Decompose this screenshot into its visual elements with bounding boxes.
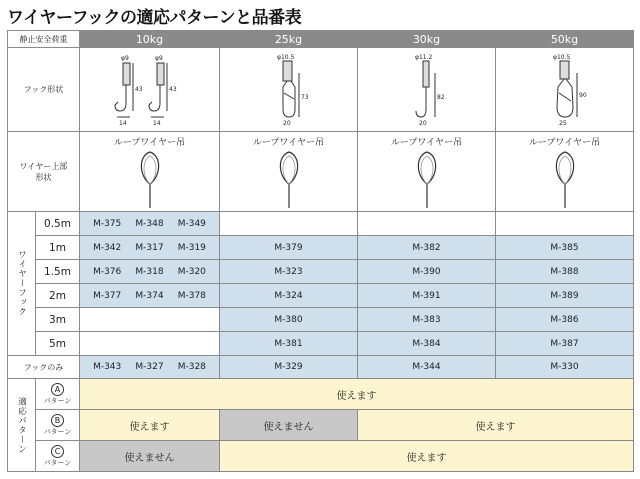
pattern-b-label: B パターン	[36, 410, 80, 441]
hook-30kg-icon	[397, 53, 457, 127]
loop-wire-label-50: ループワイヤー吊	[528, 138, 601, 148]
part-number: M-317	[135, 242, 164, 253]
load-header-label: 静止安全荷重	[8, 31, 80, 48]
part-number	[220, 212, 358, 236]
part-number: M-376	[93, 266, 122, 277]
part-number: M-320	[177, 266, 206, 277]
part-number: M-344	[358, 356, 496, 379]
pn-10kg-cell	[80, 356, 220, 379]
part-number: M-383	[358, 308, 496, 332]
dim-w-10a: 14	[118, 119, 127, 127]
pn-10kg-cell	[80, 284, 220, 308]
dim-h-25: 73	[300, 93, 309, 101]
pn-10kg-cell	[80, 236, 220, 260]
pattern-c-10kg: 使えません	[80, 441, 220, 472]
hook-30kg-cell	[358, 48, 496, 132]
part-number: M-385	[496, 236, 634, 260]
pattern-a-usable: 使えます	[80, 379, 634, 410]
part-number: M-319	[177, 242, 206, 253]
part-number: M-342	[93, 242, 122, 253]
hook-25kg-icon	[259, 53, 319, 127]
wire-top-row	[8, 132, 634, 212]
dim-h-50: 90	[578, 91, 587, 99]
part-number: M-323	[220, 260, 358, 284]
part-number	[496, 212, 634, 236]
loop-wire-50-icon	[550, 148, 580, 210]
part-number: M-349	[177, 218, 206, 229]
pattern-b-30-50kg: 使えます	[358, 410, 634, 441]
wire-hook-row	[8, 332, 634, 356]
pattern-c-label: C パターン	[36, 441, 80, 472]
pattern-b-10kg: 使えます	[80, 410, 220, 441]
load-50kg-header: 50kg	[496, 31, 634, 48]
pattern-a-row	[8, 379, 634, 410]
loop-wire-30-icon	[412, 148, 442, 210]
part-number: M-391	[358, 284, 496, 308]
part-number: M-330	[496, 356, 634, 379]
length-cell: 1m	[36, 236, 80, 260]
wire-top-25kg-cell	[220, 132, 358, 212]
part-number: M-324	[220, 284, 358, 308]
dim-phi-10a: φ9	[120, 54, 129, 62]
dim-phi-10b: φ9	[154, 54, 163, 62]
dim-w-25: 20	[282, 119, 291, 127]
wire-top-50kg-cell	[496, 132, 634, 212]
wire-top-30kg-cell	[358, 132, 496, 212]
part-number: M-384	[358, 332, 496, 356]
length-cell: 0.5m	[36, 212, 80, 236]
part-number: M-343	[93, 362, 122, 372]
pattern-c-row	[8, 441, 634, 472]
part-number: M-386	[496, 308, 634, 332]
part-number: M-387	[496, 332, 634, 356]
part-number: M-377	[93, 290, 122, 301]
part-number: M-380	[220, 308, 358, 332]
pattern-c-mark: C	[51, 445, 64, 458]
length-cell: 2m	[36, 284, 80, 308]
load-25kg-header: 25kg	[220, 31, 358, 48]
part-number: M-374	[135, 290, 164, 301]
part-number: M-388	[496, 260, 634, 284]
pn-10kg-cell	[80, 212, 220, 236]
wire-top-10kg-cell	[80, 132, 220, 212]
part-number: M-390	[358, 260, 496, 284]
dim-h-10a: 43	[134, 85, 143, 93]
hook-table	[7, 30, 634, 472]
load-10kg-header: 10kg	[80, 31, 220, 48]
part-number: M-375	[93, 218, 122, 229]
part-number: M-348	[135, 218, 164, 229]
hook-only-label: フックのみ	[8, 356, 80, 379]
wire-hook-row	[8, 308, 634, 332]
part-number: M-327	[135, 362, 164, 372]
wire-hook-row	[8, 236, 634, 260]
header-row	[8, 31, 634, 48]
hook-only-row	[8, 356, 634, 379]
hook-10kg-icon	[105, 53, 195, 127]
length-cell: 5m	[36, 332, 80, 356]
wire-hook-row	[8, 284, 634, 308]
pattern-a-mark: A	[51, 383, 64, 396]
pattern-group-label: 適応パターン	[8, 379, 36, 472]
part-number: M-381	[220, 332, 358, 356]
part-number: M-318	[135, 266, 164, 277]
dim-phi-30: φ11.2	[414, 53, 432, 61]
hook-50kg-icon	[535, 53, 595, 127]
wire-top-label: ワイヤー上部 形状	[8, 132, 80, 212]
pattern-c-25-50kg: 使えます	[220, 441, 634, 472]
loop-wire-label-25: ループワイヤー吊	[252, 138, 325, 148]
dim-phi-50: φ10.5	[552, 53, 570, 61]
part-number: M-378	[177, 290, 206, 301]
pattern-a-label: A パターン	[36, 379, 80, 410]
hook-25kg-cell	[220, 48, 358, 132]
loop-wire-label-30: ループワイヤー吊	[390, 138, 463, 148]
pn-10kg-cell	[80, 260, 220, 284]
hook-shape-label: フック形状	[8, 48, 80, 132]
hook-50kg-cell	[496, 48, 634, 132]
pattern-b-mark: B	[51, 414, 64, 427]
dim-w-10b: 14	[152, 119, 161, 127]
part-number: M-329	[220, 356, 358, 379]
loop-wire-10-icon	[135, 148, 165, 210]
part-number	[358, 212, 496, 236]
length-cell: 3m	[36, 308, 80, 332]
loop-wire-25-icon	[274, 148, 304, 210]
part-number: M-382	[358, 236, 496, 260]
length-cell: 1.5m	[36, 260, 80, 284]
dim-w-30: 20	[418, 119, 427, 127]
dim-phi-25: φ10.5	[276, 53, 294, 61]
page-title: ワイヤーフックの適応パターンと品番表	[7, 8, 302, 28]
hook-10kg-cell	[80, 48, 220, 132]
wire-hook-group-label: ワイヤーフック	[8, 212, 36, 356]
part-number: M-328	[177, 362, 206, 372]
wire-hook-row	[8, 212, 634, 236]
pattern-b-25kg: 使えません	[220, 410, 358, 441]
loop-wire-label-10: ループワイヤー吊	[113, 138, 186, 148]
part-number: M-389	[496, 284, 634, 308]
pn-10kg-cell	[80, 332, 220, 356]
dim-w-50: 25	[558, 119, 567, 127]
part-number: M-379	[220, 236, 358, 260]
pattern-b-row	[8, 410, 634, 441]
load-30kg-header: 30kg	[358, 31, 496, 48]
wire-hook-row	[8, 260, 634, 284]
dim-h-30: 82	[436, 93, 445, 101]
pn-10kg-cell	[80, 308, 220, 332]
hook-shape-row	[8, 48, 634, 132]
dim-h-10b: 43	[168, 85, 177, 93]
